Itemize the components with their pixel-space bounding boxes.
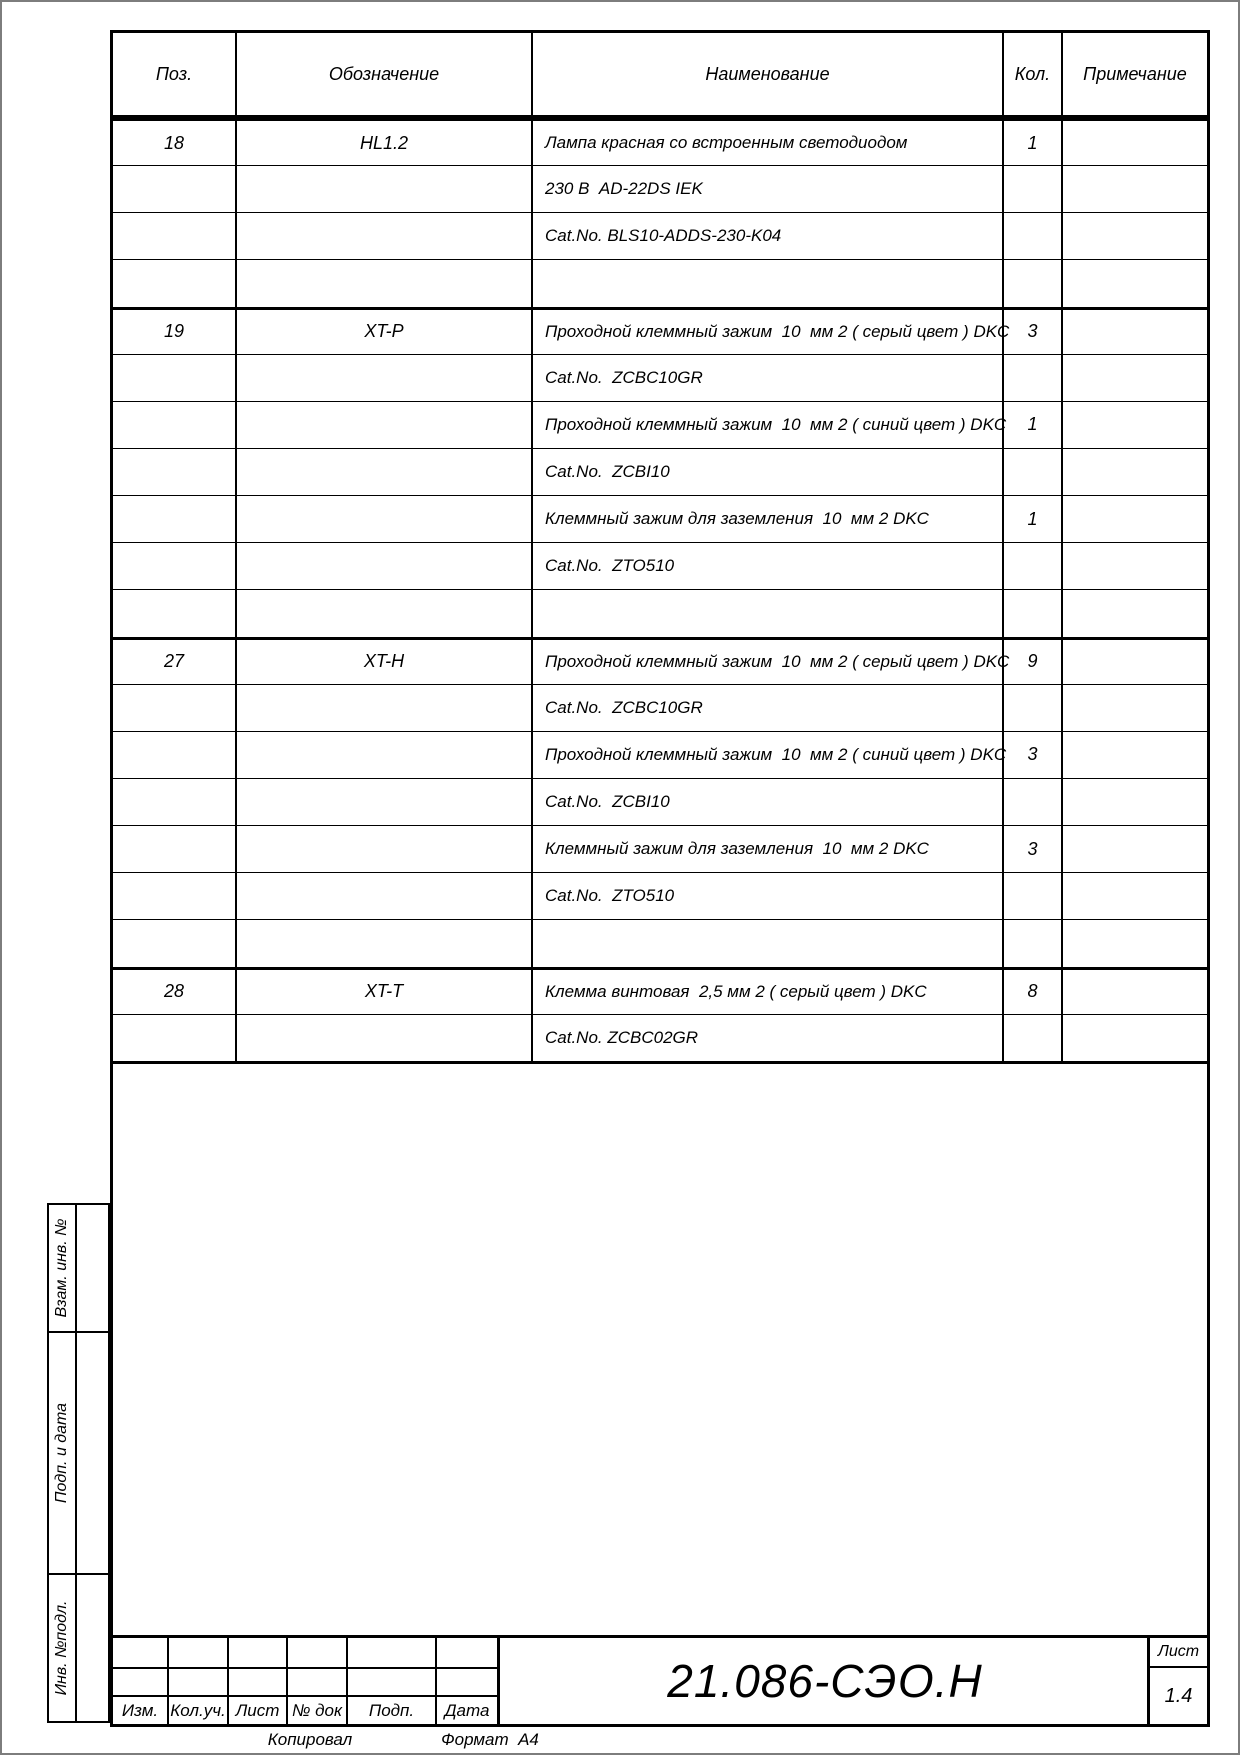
cell-desig [237, 166, 533, 212]
spec-row-empty [113, 919, 1207, 966]
cell-desig [237, 355, 533, 401]
cell-name: Cat.No. ZCBI10 [533, 449, 1004, 495]
cell-name: Cat.No. ZTO510 [533, 873, 1004, 919]
table-bottom-line [113, 1061, 1207, 1064]
cell-name: Клемма винтовая 2,5 мм 2 ( серый цвет ) DKC [533, 970, 1004, 1014]
titleblock-empty-cell [288, 1667, 348, 1696]
cell-name: Cat.No. ZCBC02GR [533, 1015, 1004, 1061]
cell-name [533, 260, 1004, 306]
titleblock-label: № док [288, 1695, 348, 1724]
document-designation: 21.086-СЭО.Н [667, 1655, 983, 1707]
spec-row-item [113, 637, 1207, 684]
drawing-frame [110, 30, 1210, 1727]
header-designation: Обозначение [237, 33, 533, 115]
cell-note [1063, 826, 1207, 872]
cell-note [1063, 213, 1207, 259]
titleblock-empty-cell [229, 1667, 288, 1696]
titleblock-empty-cell [169, 1638, 229, 1667]
titleblock-empty-cell [113, 1667, 169, 1696]
spec-row-continuation [113, 872, 1207, 919]
title-block [113, 1635, 1207, 1724]
revision-grid [113, 1638, 500, 1724]
cell-name [533, 920, 1004, 966]
cell-desig: XT-T [237, 970, 533, 1014]
margin-stamps [47, 1203, 110, 1723]
cell-name: Cat.No. BLS10-ADDS-230-K04 [533, 213, 1004, 259]
cell-note [1063, 310, 1207, 354]
spec-row-continuation [113, 825, 1207, 872]
cell-note [1063, 970, 1207, 1014]
cell-name: Проходной клеммный зажим 10 мм 2 ( серый цвет ) DKC [533, 640, 1004, 684]
cell-note [1063, 449, 1207, 495]
cell-desig [237, 590, 533, 636]
cell-note [1063, 1015, 1207, 1061]
cell-desig: XT-H [237, 640, 533, 684]
cell-desig [237, 732, 533, 778]
cell-desig [237, 449, 533, 495]
sheet-box [1147, 1638, 1207, 1724]
cell-poz [113, 402, 237, 448]
cell-qty: 1 [1004, 496, 1063, 542]
cell-desig: HL1.2 [237, 121, 533, 165]
cell-name: Cat.No. ZCBI10 [533, 779, 1004, 825]
cell-name: Проходной клеммный зажим 10 мм 2 ( синий цвет ) DKC [533, 732, 1004, 778]
stamp-label-column [49, 1575, 77, 1721]
cell-poz [113, 543, 237, 589]
cell-note [1063, 121, 1207, 165]
titleblock-empty-cell [229, 1638, 288, 1667]
cell-note [1063, 685, 1207, 731]
cell-poz [113, 213, 237, 259]
cell-note [1063, 543, 1207, 589]
titleblock-empty-cell [437, 1638, 497, 1667]
cell-name: Проходной клеммный зажим 10 мм 2 ( серый цвет ) DKC [533, 310, 1004, 354]
cell-desig [237, 826, 533, 872]
header-poz: Поз. [113, 33, 237, 115]
cell-qty: 3 [1004, 732, 1063, 778]
cell-qty [1004, 166, 1063, 212]
cell-qty [1004, 260, 1063, 306]
cell-poz: 28 [113, 970, 237, 1014]
titleblock-empty-cell [113, 1638, 169, 1667]
titleblock-empty-cell [348, 1667, 437, 1696]
cell-poz: 18 [113, 121, 237, 165]
cell-qty: 3 [1004, 826, 1063, 872]
cell-poz [113, 449, 237, 495]
cell-poz [113, 1015, 237, 1061]
cell-qty: 9 [1004, 640, 1063, 684]
spec-row-continuation [113, 401, 1207, 448]
cell-name: Cat.No. ZCBC10GR [533, 355, 1004, 401]
header-name: Наименование [533, 33, 1004, 115]
cell-qty: 1 [1004, 121, 1063, 165]
cell-qty [1004, 779, 1063, 825]
cell-note [1063, 779, 1207, 825]
cell-note [1063, 402, 1207, 448]
spec-row-continuation [113, 542, 1207, 589]
cell-qty [1004, 355, 1063, 401]
cell-desig [237, 543, 533, 589]
sheet-number: 1.4 [1164, 1684, 1193, 1707]
cell-note [1063, 590, 1207, 636]
titleblock-label: Изм. [113, 1695, 169, 1724]
cell-qty [1004, 685, 1063, 731]
format-label: Формат А4 [441, 1730, 539, 1749]
cell-name: Проходной клеммный зажим 10 мм 2 ( синий цвет ) DKC [533, 402, 1004, 448]
cell-qty [1004, 543, 1063, 589]
cell-poz [113, 260, 237, 306]
stamp-label: Инв. №подл. [53, 1600, 70, 1696]
spec-row-continuation [113, 354, 1207, 401]
cell-poz [113, 779, 237, 825]
cell-poz [113, 873, 237, 919]
spec-row-continuation [113, 731, 1207, 778]
cell-name: 230 В AD-22DS IEK [533, 166, 1004, 212]
cell-poz [113, 166, 237, 212]
cell-qty [1004, 449, 1063, 495]
cell-note [1063, 166, 1207, 212]
cell-name: Клеммный зажим для заземления 10 мм 2 DKC [533, 826, 1004, 872]
stamp-podp-data [47, 1331, 110, 1575]
cell-desig [237, 496, 533, 542]
cell-qty: 8 [1004, 970, 1063, 1014]
cell-qty [1004, 213, 1063, 259]
spec-row-empty [113, 589, 1207, 636]
titleblock-empty-cell [169, 1667, 229, 1696]
titleblock-empty-cell [437, 1667, 497, 1696]
cell-note [1063, 496, 1207, 542]
cell-poz [113, 732, 237, 778]
spec-row-continuation [113, 448, 1207, 495]
stamp-label-column [49, 1205, 77, 1331]
cell-poz [113, 355, 237, 401]
spec-row-continuation [113, 1014, 1207, 1061]
cell-poz [113, 920, 237, 966]
spec-row-item [113, 307, 1207, 354]
table-header-row [113, 33, 1207, 118]
spec-row-continuation [113, 684, 1207, 731]
cell-poz [113, 685, 237, 731]
cell-poz [113, 826, 237, 872]
titleblock-empty-cell [348, 1638, 437, 1667]
table-body [113, 118, 1207, 1061]
header-note: Примечание [1083, 63, 1187, 84]
cell-qty [1004, 873, 1063, 919]
spec-row-continuation [113, 212, 1207, 259]
cell-note [1063, 873, 1207, 919]
cell-name: Cat.No. ZTO510 [533, 543, 1004, 589]
cell-note [1063, 732, 1207, 778]
spec-row-continuation [113, 495, 1207, 542]
cell-desig [237, 260, 533, 306]
cell-desig: XT-P [237, 310, 533, 354]
titleblock-empty-cell [288, 1638, 348, 1667]
spec-row-item [113, 118, 1207, 165]
titleblock-label: Лист [229, 1695, 288, 1724]
cell-qty: 3 [1004, 310, 1063, 354]
cell-qty: 1 [1004, 402, 1063, 448]
stamp-inv-podl [47, 1573, 110, 1723]
titleblock-label: Подп. [348, 1695, 437, 1724]
cell-name: Лампа красная со встроенным светодиодом [533, 121, 1004, 165]
cell-desig [237, 685, 533, 731]
cell-desig [237, 213, 533, 259]
cell-desig [237, 402, 533, 448]
stamp-label-column [49, 1333, 77, 1573]
cell-qty [1004, 590, 1063, 636]
spec-row-item [113, 967, 1207, 1014]
copied-label: Копировал [267, 1730, 353, 1749]
cell-name: Cat.No. ZCBC10GR [533, 685, 1004, 731]
cell-note [1063, 260, 1207, 306]
spec-row-empty [113, 259, 1207, 306]
cell-poz [113, 496, 237, 542]
stamp-label: Взам. инв. № [53, 1218, 70, 1318]
cell-poz: 27 [113, 640, 237, 684]
cell-note [1063, 640, 1207, 684]
header-qty: Кол. [1004, 33, 1063, 115]
cell-desig [237, 779, 533, 825]
titleblock-label: Дата [437, 1695, 497, 1724]
cell-qty [1004, 920, 1063, 966]
stamp-label: Подп. и дата [53, 1402, 70, 1504]
cell-name: Клеммный зажим для заземления 10 мм 2 DKC [533, 496, 1004, 542]
cell-qty [1004, 1015, 1063, 1061]
cell-poz [113, 590, 237, 636]
stamp-vzam-inv [47, 1203, 110, 1333]
cell-note [1063, 355, 1207, 401]
spec-row-continuation [113, 778, 1207, 825]
cell-name [533, 590, 1004, 636]
cell-desig [237, 920, 533, 966]
cell-note [1063, 920, 1207, 966]
cell-desig [237, 1015, 533, 1061]
titleblock-label: Кол.уч. [169, 1695, 229, 1724]
cell-desig [237, 873, 533, 919]
sheet-label: Лист [1150, 1638, 1207, 1668]
spec-row-continuation [113, 165, 1207, 212]
cell-poz: 19 [113, 310, 237, 354]
